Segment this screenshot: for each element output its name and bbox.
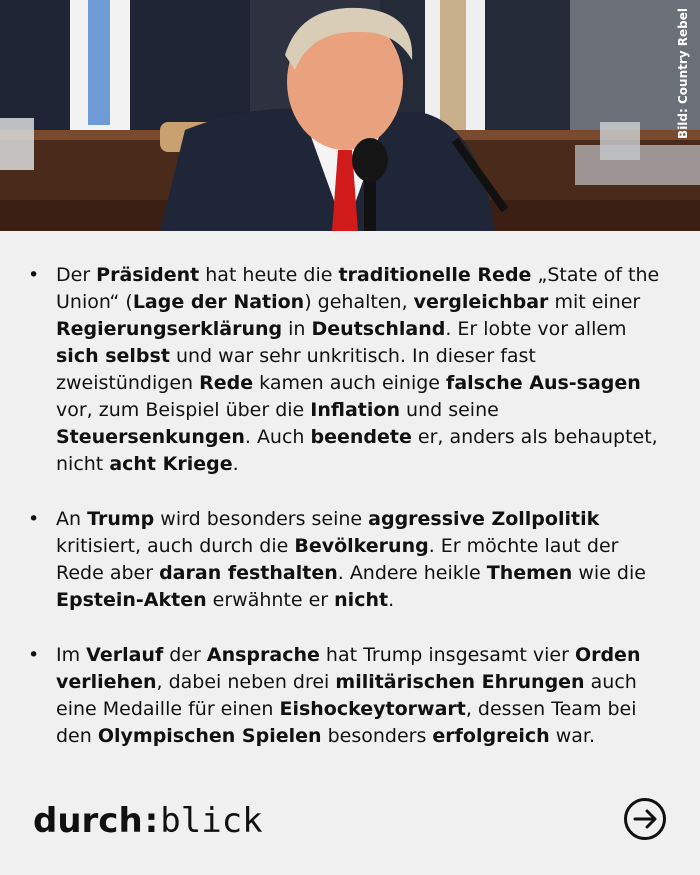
bullet-item-2 [28, 506, 668, 614]
bullet-item-3 [28, 642, 668, 750]
bold-text: Eishockeytorwart [279, 698, 466, 720]
bold-text: Regierungserklärung [56, 318, 283, 340]
text: „State of the Union“ ( [56, 264, 660, 313]
bold-text: Orden verliehen [56, 644, 641, 693]
bullet-item-1 [28, 262, 668, 478]
text: ) gehalten, [304, 291, 414, 313]
bold-text: militärischen Ehrungen [335, 671, 585, 693]
text: . [388, 589, 395, 611]
text: erwähnte er [206, 589, 335, 611]
text: war. [549, 725, 595, 747]
arrow-right-circle-icon [623, 797, 667, 841]
text: An [56, 508, 88, 530]
bold-text: vergleichbar [413, 291, 549, 313]
text: . Er lobte vor allem [445, 318, 627, 340]
bold-text: acht Kriege [109, 453, 233, 475]
text: auch eine Medaille für einen [56, 671, 637, 720]
text: Im [56, 644, 87, 666]
bold-text: falsche Aus-sagen [446, 372, 641, 394]
brand-logo-colon: : [144, 801, 159, 841]
text: wird besonders seine [154, 508, 369, 530]
bold-text: Deutschland [311, 318, 446, 340]
bold-text: Bevölkerung [294, 535, 429, 557]
next-button[interactable] [623, 797, 667, 841]
bold-text: sich selbst [56, 345, 170, 367]
bold-text: Präsident [96, 264, 200, 286]
text: , dabei neben drei [156, 671, 336, 693]
text: . Er möchte laut der Rede aber [56, 535, 619, 584]
bold-text: Steuersenkungen [56, 426, 245, 448]
photo-illustration [0, 0, 700, 231]
bold-text: Ansprache [206, 644, 320, 666]
text: . Andere heikle [337, 562, 487, 584]
bold-text: Lage der Nation [132, 291, 305, 313]
text: besonders [321, 725, 433, 747]
bullet-list [28, 262, 668, 778]
text: . Auch [244, 426, 311, 448]
bold-text: daran festhalten [159, 562, 338, 584]
brand-logo-part2: blick [160, 801, 263, 841]
header-photo [0, 0, 700, 231]
brand-logo [33, 799, 263, 843]
bold-text: Rede [199, 372, 254, 394]
text: hat heute die [199, 264, 339, 286]
text: vor, zum Beispiel über die [56, 399, 311, 421]
bold-text: erfolgreich [432, 725, 550, 747]
bold-text: Themen [486, 562, 573, 584]
text: er, anders als behauptet, nicht [56, 426, 658, 475]
bold-text: Olympischen Spielen [97, 725, 322, 747]
bold-text: Epstein-Akten [56, 589, 207, 611]
text: mit einer [548, 291, 641, 313]
text: der [163, 644, 207, 666]
text: kamen auch einige [253, 372, 447, 394]
text: wie die [572, 562, 646, 584]
bold-text: nicht [334, 589, 389, 611]
bold-text: Verlauf [86, 644, 164, 666]
bold-text: Trump [87, 508, 155, 530]
text: hat Trump insgesamt vier [319, 644, 575, 666]
text: , dessen Team bei den [56, 698, 637, 747]
text: und war sehr unkritisch. In dieser fast zweistündigen [56, 345, 536, 394]
bold-text: aggressive Zollpolitik [368, 508, 600, 530]
bold-text: Inflation [310, 399, 400, 421]
text: Der [56, 264, 97, 286]
text: in [282, 318, 312, 340]
text: kritisiert, auch durch die [56, 535, 295, 557]
text: und seine [399, 399, 499, 421]
photo-credit: Bild: Country Rebel [676, 8, 690, 139]
bold-text: beendete [310, 426, 412, 448]
text: . [232, 453, 239, 475]
bold-text: traditionelle Rede [338, 264, 532, 286]
brand-logo-part1: durch [33, 801, 143, 841]
